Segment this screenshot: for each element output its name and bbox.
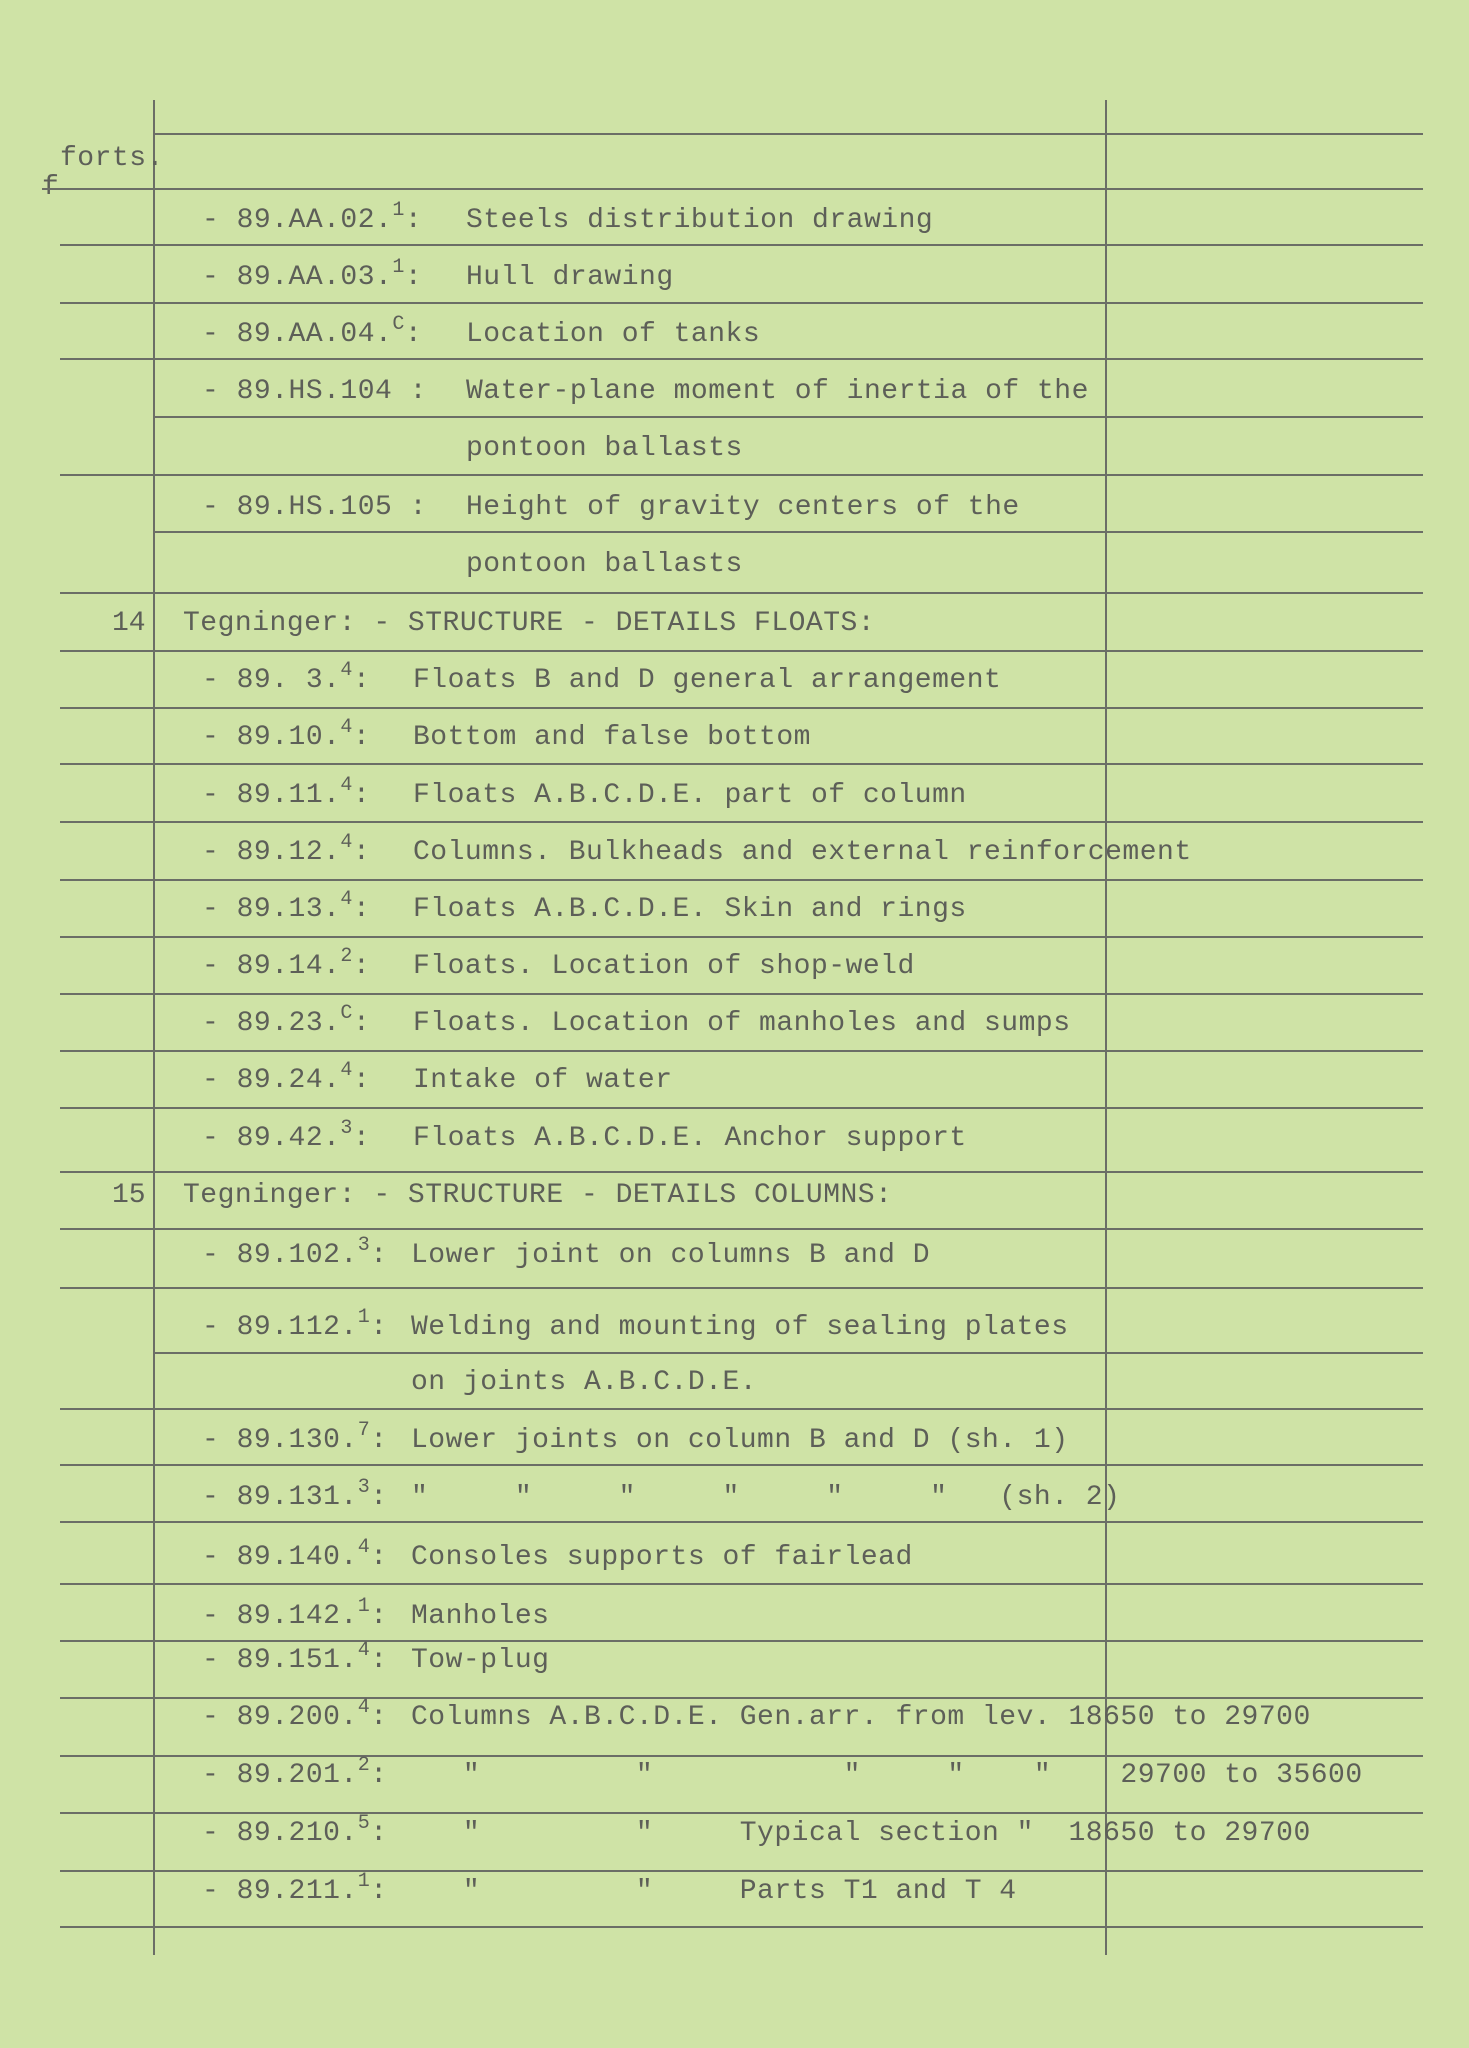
separator: : xyxy=(352,1008,371,1039)
separator: : xyxy=(370,1482,388,1513)
drawing-number: - 89.130. xyxy=(202,1425,358,1456)
drawing-number: - 89.112. xyxy=(202,1312,358,1343)
row-rule xyxy=(60,821,1423,823)
revision-mark: 4 xyxy=(340,1059,353,1082)
drawing-number: - 89. 3. xyxy=(202,665,341,696)
section-heading: Tegninger: - STRUCTURE - DETAILS FLOATS: xyxy=(183,608,876,639)
drawing-code xyxy=(202,1639,388,1677)
revision-mark: 5 xyxy=(357,1812,371,1835)
drawing-description: Bottom and false bottom xyxy=(413,722,811,753)
drawing-description: " " " " " 29700 to 35600 xyxy=(411,1760,1363,1791)
drawing-description: Lower joints on column B and D (sh. 1) xyxy=(411,1425,1069,1456)
drawing-number: - 89.13. xyxy=(202,894,341,925)
right-column-rule xyxy=(1105,100,1107,1955)
drawing-code xyxy=(202,199,423,237)
row-rule xyxy=(60,1926,1423,1928)
row-rule xyxy=(60,244,1423,246)
separator: : xyxy=(352,665,371,696)
separator: : xyxy=(352,1065,371,1096)
revision-mark: 4 xyxy=(340,831,353,854)
drawing-number: - 89.11. xyxy=(202,780,341,811)
drawing-code xyxy=(202,716,371,754)
drawing-description: Intake of water xyxy=(413,1065,673,1096)
drawing-description: on joints A.B.C.D.E. xyxy=(411,1367,758,1398)
row-rule xyxy=(60,993,1423,995)
revision-mark: 1 xyxy=(357,1306,371,1329)
drawing-description: Columns. Bulkheads and external reinforcement xyxy=(413,837,1192,868)
revision-mark: 4 xyxy=(340,659,353,682)
row-rule xyxy=(153,531,1423,533)
drawing-number: - 89.23. xyxy=(202,1008,341,1039)
drawing-number: - 89.14. xyxy=(202,951,341,982)
drawing-description: Tow-plug xyxy=(411,1645,550,1676)
separator: : xyxy=(352,894,371,925)
row-rule xyxy=(60,1870,1423,1872)
forts-label: forts. xyxy=(60,143,164,174)
drawing-number: - 89.142. xyxy=(202,1601,358,1632)
drawing-code xyxy=(202,1476,388,1514)
drawing-code xyxy=(202,1306,388,1344)
separator: : xyxy=(370,1760,388,1791)
drawing-number: - 89.10. xyxy=(202,722,341,753)
separator: : xyxy=(404,319,423,350)
separator: : xyxy=(352,722,371,753)
drawing-number: - 89.HS.105 xyxy=(202,492,393,523)
separator: : xyxy=(370,1645,388,1676)
drawing-number: - 89.140. xyxy=(202,1542,358,1573)
row-rule xyxy=(60,1408,1423,1410)
drawing-code xyxy=(202,1002,371,1040)
drawing-description: Lower joint on columns B and D xyxy=(411,1240,931,1271)
separator: : xyxy=(370,1240,388,1271)
drawing-code xyxy=(202,945,371,983)
separator: : xyxy=(392,376,427,407)
top-rule xyxy=(153,133,1423,135)
separator: : xyxy=(352,780,371,811)
revision-mark: 1 xyxy=(392,256,405,279)
separator: : xyxy=(370,1425,388,1456)
separator: : xyxy=(370,1542,388,1573)
drawing-code xyxy=(202,1536,388,1574)
drawing-description: Height of gravity centers of the xyxy=(466,492,1020,523)
drawing-code xyxy=(202,1234,388,1272)
drawing-number: - 89.131. xyxy=(202,1482,358,1513)
revision-mark: 1 xyxy=(392,199,405,222)
revision-mark: 2 xyxy=(357,1754,371,1777)
revision-mark: 3 xyxy=(357,1476,371,1499)
drawing-description: Hull drawing xyxy=(466,262,674,293)
drawing-number: - 89.211. xyxy=(202,1876,358,1907)
drawing-code xyxy=(202,1595,388,1633)
drawing-description: Floats A.B.C.D.E. Anchor support xyxy=(413,1123,967,1154)
drawing-code xyxy=(202,831,371,869)
drawing-number: - 89.151. xyxy=(202,1645,358,1676)
row-rule xyxy=(60,1755,1423,1757)
separator: : xyxy=(392,492,427,523)
row-rule xyxy=(60,1812,1423,1814)
drawing-number: - 89.102. xyxy=(202,1240,358,1271)
drawing-description: Water-plane moment of inertia of the xyxy=(466,376,1089,407)
drawing-description: " " Parts T1 and T 4 xyxy=(411,1876,1017,1907)
drawing-number: - 89.24. xyxy=(202,1065,341,1096)
revision-mark: 1 xyxy=(357,1870,371,1893)
separator: : xyxy=(370,1601,388,1632)
drawing-code xyxy=(202,888,371,926)
row-rule xyxy=(60,358,1423,360)
drawing-code xyxy=(202,1812,388,1850)
drawing-description: Steels distribution drawing xyxy=(466,205,934,236)
row-rule xyxy=(60,1287,1423,1289)
drawing-description: pontoon ballasts xyxy=(466,433,743,464)
row-rule xyxy=(60,592,1423,594)
drawing-description: Floats. Location of shop-weld xyxy=(413,951,915,982)
drawing-number: - 89.HS.104 xyxy=(202,376,393,407)
revision-mark: 4 xyxy=(340,716,353,739)
drawing-code xyxy=(202,1696,388,1734)
drawing-description: Consoles supports of fairlead xyxy=(411,1542,913,1573)
row-rule xyxy=(60,650,1423,652)
revision-mark: 3 xyxy=(357,1234,371,1257)
drawing-description: Floats A.B.C.D.E. Skin and rings xyxy=(413,894,967,925)
separator: : xyxy=(404,262,423,293)
drawing-code xyxy=(202,1059,371,1097)
drawing-number: - 89.AA.04. xyxy=(202,319,393,350)
drawing-description: Floats B and D general arrangement xyxy=(413,665,1002,696)
drawing-description: " " " " " " (sh. 2) xyxy=(411,1482,1121,1513)
revision-mark: 4 xyxy=(357,1536,371,1559)
row-rule xyxy=(153,416,1423,418)
section-number: 14 xyxy=(112,608,146,639)
drawing-number: - 89.12. xyxy=(202,837,341,868)
drawing-number: - 89.42. xyxy=(202,1123,341,1154)
revision-mark: C xyxy=(340,1002,353,1025)
row-rule xyxy=(60,1583,1423,1585)
drawing-code xyxy=(202,659,371,697)
drawing-description: Columns A.B.C.D.E. Gen.arr. from lev. 18650 to 29700 xyxy=(411,1702,1311,1733)
left-column-rule xyxy=(153,100,155,1955)
row-rule xyxy=(60,707,1423,709)
row-rule xyxy=(60,936,1423,938)
revision-mark: 4 xyxy=(340,888,353,911)
row-rule xyxy=(153,1352,1423,1354)
separator: : xyxy=(352,837,371,868)
separator: : xyxy=(352,1123,371,1154)
drawing-number: - 89.200. xyxy=(202,1702,358,1733)
drawing-number: - 89.AA.03. xyxy=(202,262,393,293)
drawing-number: - 89.AA.02. xyxy=(202,205,393,236)
row-rule xyxy=(60,1050,1423,1052)
drawing-number: - 89.201. xyxy=(202,1760,358,1791)
drawing-code xyxy=(202,256,423,294)
separator: : xyxy=(370,1876,388,1907)
drawing-code xyxy=(202,774,371,812)
row-rule xyxy=(60,302,1423,304)
separator: : xyxy=(370,1818,388,1849)
row-rule xyxy=(60,1697,1423,1699)
drawing-code xyxy=(202,492,427,524)
drawing-description: Manholes xyxy=(411,1601,550,1632)
drawing-code xyxy=(202,1870,388,1908)
revision-mark: 7 xyxy=(357,1419,371,1442)
revision-mark: 2 xyxy=(340,945,353,968)
row-rule xyxy=(60,1171,1423,1173)
drawing-code xyxy=(202,1117,371,1155)
drawing-code xyxy=(202,376,427,408)
drawing-description: " " Typical section " 18650 to 29700 xyxy=(411,1818,1311,1849)
row-rule xyxy=(60,879,1423,881)
drawing-description: pontoon ballasts xyxy=(466,549,743,580)
row-rule xyxy=(60,1640,1423,1642)
row-rule xyxy=(60,474,1423,476)
drawing-description: Floats A.B.C.D.E. part of column xyxy=(413,780,967,811)
separator: : xyxy=(370,1312,388,1343)
revision-mark: 1 xyxy=(357,1595,371,1618)
revision-mark: 4 xyxy=(357,1696,371,1719)
row-rule xyxy=(60,1464,1423,1466)
section-heading: Tegninger: - STRUCTURE - DETAILS COLUMNS: xyxy=(183,1180,893,1211)
separator: : xyxy=(370,1702,388,1733)
drawing-description: Floats. Location of manholes and sumps xyxy=(413,1008,1071,1039)
revision-mark: C xyxy=(392,313,405,336)
row-rule xyxy=(60,763,1423,765)
row-rule xyxy=(60,1107,1423,1109)
revision-mark: 4 xyxy=(357,1639,371,1662)
drawing-code xyxy=(202,1754,388,1792)
revision-mark: 3 xyxy=(340,1117,353,1140)
row-rule xyxy=(60,1521,1423,1523)
section-number: 15 xyxy=(112,1180,146,1211)
drawing-description: Welding and mounting of sealing plates xyxy=(411,1312,1069,1343)
revision-mark: 4 xyxy=(340,774,353,797)
separator: : xyxy=(352,951,371,982)
header-rule xyxy=(42,188,1423,190)
separator: : xyxy=(404,205,423,236)
drawing-code xyxy=(202,1419,388,1457)
row-rule xyxy=(60,1228,1423,1230)
drawing-number: - 89.210. xyxy=(202,1818,358,1849)
drawing-description: Location of tanks xyxy=(466,319,761,350)
drawing-code xyxy=(202,313,423,351)
